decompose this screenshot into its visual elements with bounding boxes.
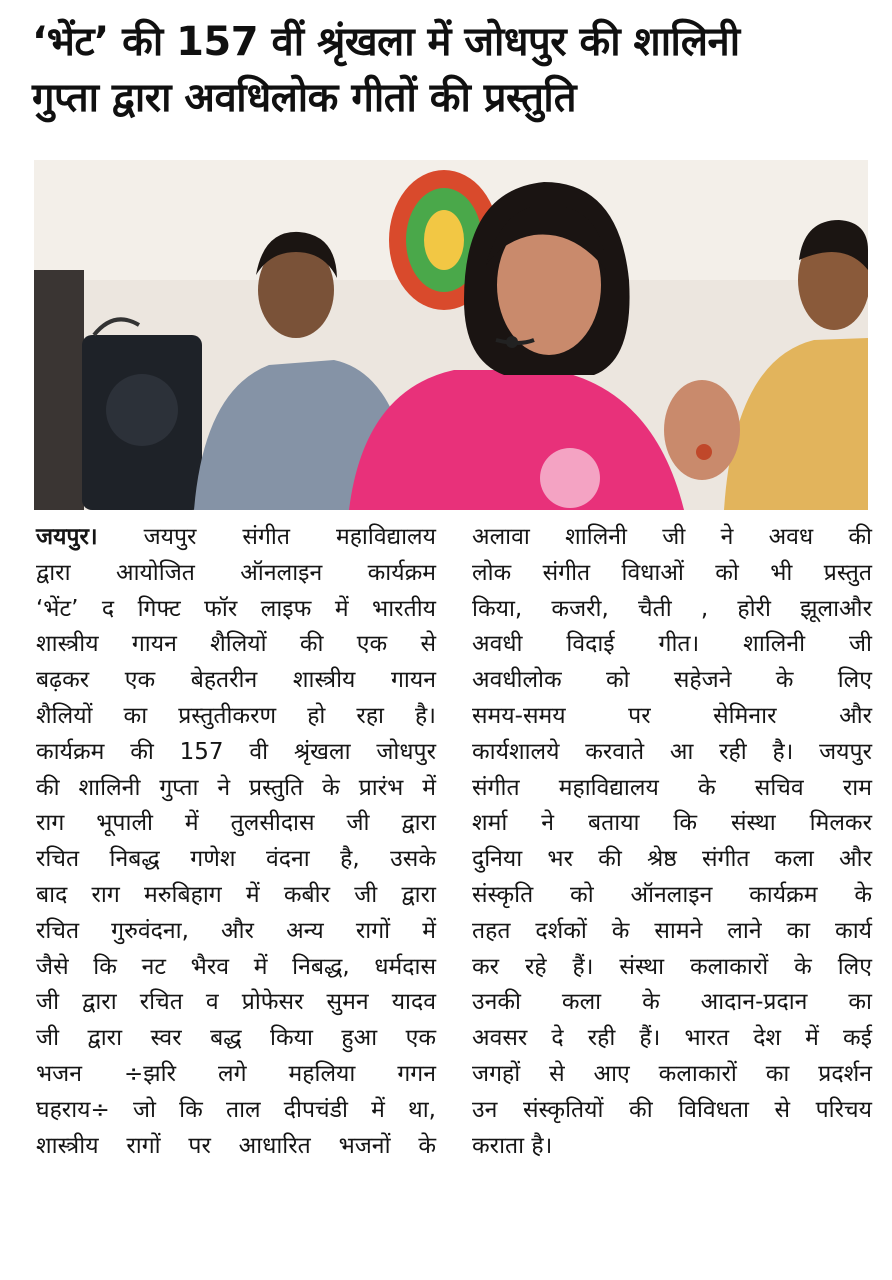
article-line: रचित निबद्ध गणेश वंदना है, उसके	[36, 846, 436, 873]
article-column-left	[36, 520, 436, 1164]
article-line: द्वारा आयोजित ऑनलाइन कार्यक्रम	[36, 559, 436, 586]
dateline: जयपुर।	[36, 524, 98, 550]
photo-woman-hand	[664, 380, 740, 480]
article-line: जी द्वारा रचित व प्रोफेसर सुमन यादव	[36, 989, 436, 1016]
article-line: उन संस्कृतियों की विविधता से परिचय	[472, 1096, 872, 1123]
article-line: ‘भेंट’ द गिफ्ट फॉर लाइफ में भारतीय	[36, 595, 436, 622]
article-line: दुनिया भर की श्रेष्ठ संगीत कला और	[472, 846, 872, 873]
article-line: अवधी विदाई गीत। शालिनी जी	[472, 631, 872, 658]
article-column-right	[472, 520, 872, 1164]
article-line: बाद राग मरुबिहाग में कबीर जी द्वारा	[36, 881, 436, 908]
article-line: कर रहे हैं। संस्था कलाकारों के लिए	[472, 953, 872, 980]
article-line: जगहों से आए कलाकारों का प्रदर्शन	[472, 1060, 872, 1087]
article-line: उनकी कला के आदान-प्रदान का	[472, 989, 872, 1016]
article-line-text: जयपुर संगीत महाविद्यालय	[143, 524, 436, 550]
article-line: रचित गुरुवंदना, और अन्य रागों में	[36, 917, 436, 944]
article-line: अलावा शालिनी जी ने अवध की	[472, 524, 872, 550]
article-line: कार्यशालये करवाते आ रही है। जयपुर	[472, 738, 872, 765]
article-line: संगीत महाविद्यालय के सचिव राम	[472, 774, 872, 801]
photo-decoration-center	[424, 210, 464, 270]
article-line: बढ़कर एक बेहतरीन शास्त्रीय गायन	[36, 667, 436, 694]
photo-saree-motif	[540, 448, 600, 508]
article-line: कराता है।	[472, 1132, 553, 1159]
article-line: कार्यक्रम की 157 वी श्रृंखला जोधपुर	[36, 738, 436, 765]
photo-cabinet	[34, 270, 84, 510]
article-line: घहराय÷ जो कि ताल दीपचंडी में था,	[36, 1096, 436, 1123]
article-line: भजन ÷झरि लगे महलिया गगन	[36, 1060, 436, 1087]
article-line: राग भूपाली में तुलसीदास जी द्वारा	[36, 810, 436, 837]
headline	[32, 14, 872, 126]
article-line: जी द्वारा स्वर बद्ध किया हुआ एक	[36, 1025, 436, 1052]
article-line: समय-समय पर सेमिनार और	[472, 702, 872, 729]
article-line: संस्कृति को ऑनलाइन कार्यक्रम के	[472, 881, 872, 908]
photo-ring	[696, 444, 712, 460]
news-photo	[34, 160, 868, 510]
photo-speaker-cone	[106, 374, 178, 446]
headline-line-2: गुप्ता द्वारा अवधिलोक गीतों की प्रस्तुति	[32, 75, 577, 121]
article-line: अवधीलोक को सहेजने के लिए	[472, 667, 872, 694]
article-line: शास्त्रीय गायन शैलियों की एक से	[36, 631, 436, 658]
article-line: तहत दर्शकों के सामने लाने का कार्य	[472, 917, 872, 944]
article-line: शैलियों का प्रस्तुतीकरण हो रहा है।	[36, 702, 436, 729]
article-line	[36, 520, 436, 556]
article-line: अवसर दे रही हैं। भारत देश में कई	[472, 1025, 872, 1052]
news-photo-illustration	[34, 160, 868, 510]
article-line: शास्त्रीय रागों पर आधारित भजनों के	[36, 1132, 436, 1159]
photo-mic-head	[506, 336, 518, 348]
article-line: किया, कजरी, चैती , होरी झूलाऔर	[472, 595, 872, 622]
article-line: की शालिनी गुप्ता ने प्रस्तुति के प्रारंभ में	[36, 774, 436, 801]
article-line: लोक संगीत विधाओं को भी प्रस्तुत	[472, 559, 872, 586]
headline-line-1: ‘भेंट’ की 157 वीं श्रृंखला में जोधपुर की शालिनी	[32, 19, 740, 65]
article-line: जैसे कि नट भैरव में निबद्ध, धर्मदास	[36, 953, 436, 980]
article-line: शर्मा ने बताया कि संस्था मिलकर	[472, 810, 872, 837]
